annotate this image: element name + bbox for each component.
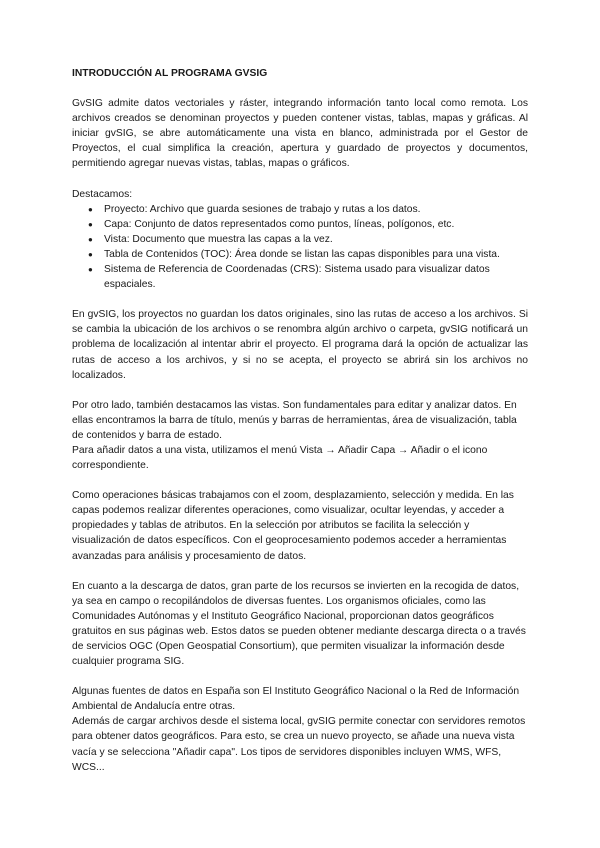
- operations-paragraph: Como operaciones básicas trabajamos con el zoom, desplazamiento, selección y medida. En las capas podemos realizar diferentes operaciones, como visualizar, ocultar leyendas, y acceder a propiedades y tablas de atributos. En la selección por atributos se facilita la selección y visualización de datos específicos. Con el geoprocesamiento podemos acceder a herramientas avanzadas para análisis y procesamiento de datos.: [72, 490, 514, 562]
- download-paragraph: En cuanto a la descarga de datos, gran parte de los recursos se invierten en la recogida de datos, ya sea en campo o recopilándolos de diversas fuentes. Los organismos oficiales, como las Comunidades Autónomas y el Instituto Geográfico Nacional, proporcionan datos geográficos gratuitos en sus páginas web. Estos datos se pueden obtener mediante descarga directa o a través de servicios OGC (Open Geospatial Consortium), que permiten visualizar la información desde cualquier programa SIG.: [72, 580, 526, 668]
- list-item: ● Sistema de Referencia de Coordenadas (CRS): Sistema usado para visualizar datos espaciales.: [104, 262, 528, 292]
- list-item: ● Capa: Conjunto de datos representados como puntos, líneas, polígonos, etc.: [104, 217, 528, 232]
- projects-paragraph: En gvSIG, los proyectos no guardan los datos originales, sino las rutas de acceso a los archivos. Si se cambia la ubicación de los archivos o se renombra algún archivo o carpeta, gvSIG notificará un problema de localización al intentar abrir el proyecto. El programa dará la opción de actualizar las rutas de acceso a los archivos, y si no se acepta, el proyecto se abrirá sin los archivos no localizados.: [72, 309, 528, 381]
- list-item: ● Tabla de Contenidos (TOC): Área donde se listan las capas disponibles para una vista.: [104, 247, 528, 262]
- sources-paragraph: Algunas fuentes de datos en España son El Instituto Geográfico Nacional o la Red de Información Ambiental de Andalucía entre otras.: [72, 686, 520, 713]
- destacamos-label: Destacamos:: [72, 188, 133, 200]
- highlights-list: [72, 202, 528, 293]
- add-data-paragraph: Para añadir datos a una vista, utilizamos el menú Vista → Añadir Capa → Añadir o el icono correspondiente.: [72, 444, 488, 472]
- document-title: INTRODUCCIÓN AL PROGRAMA GVSIG: [72, 68, 268, 79]
- list-item: ● Vista: Documento que muestra las capas a la vez.: [104, 232, 528, 247]
- views-paragraph: Por otro lado, también destacamos las vistas. Son fundamentales para editar y analizar datos. En ellas encontramos la barra de título, menús y barras de herramientas, área de visualización, tabla de contenidos y barra de estado.: [72, 399, 517, 441]
- servers-paragraph: Además de cargar archivos desde el sistema local, gvSIG permite conectar con servidores remotos para obtener datos geográficos. Para esto, se crea un nuevo proyecto, se añade una nueva vista vacía y se selecciona "Añadir capa". Los tipos de servidores disponibles incluyen WMS, WFS, WCS...: [72, 716, 526, 773]
- list-item: ● Proyecto: Archivo que guarda sesiones de trabajo y rutas a los datos.: [104, 202, 528, 217]
- document-page: [72, 66, 528, 790]
- intro-paragraph: GvSIG admite datos vectoriales y ráster, integrando información tanto local como remota. Los archivos creados se denominan proyectos y pueden contener vistas, tablas, mapas y gráficas. Al iniciar gvSIG, se abre automáticamente una vista en blanco, administrada por el Gestor de Proyectos, el cual simplifica la creación, apertura y guardado de proyectos y documentos, permitiendo agregar nuevas vistas, tablas, mapas o gráficos.: [72, 98, 528, 170]
